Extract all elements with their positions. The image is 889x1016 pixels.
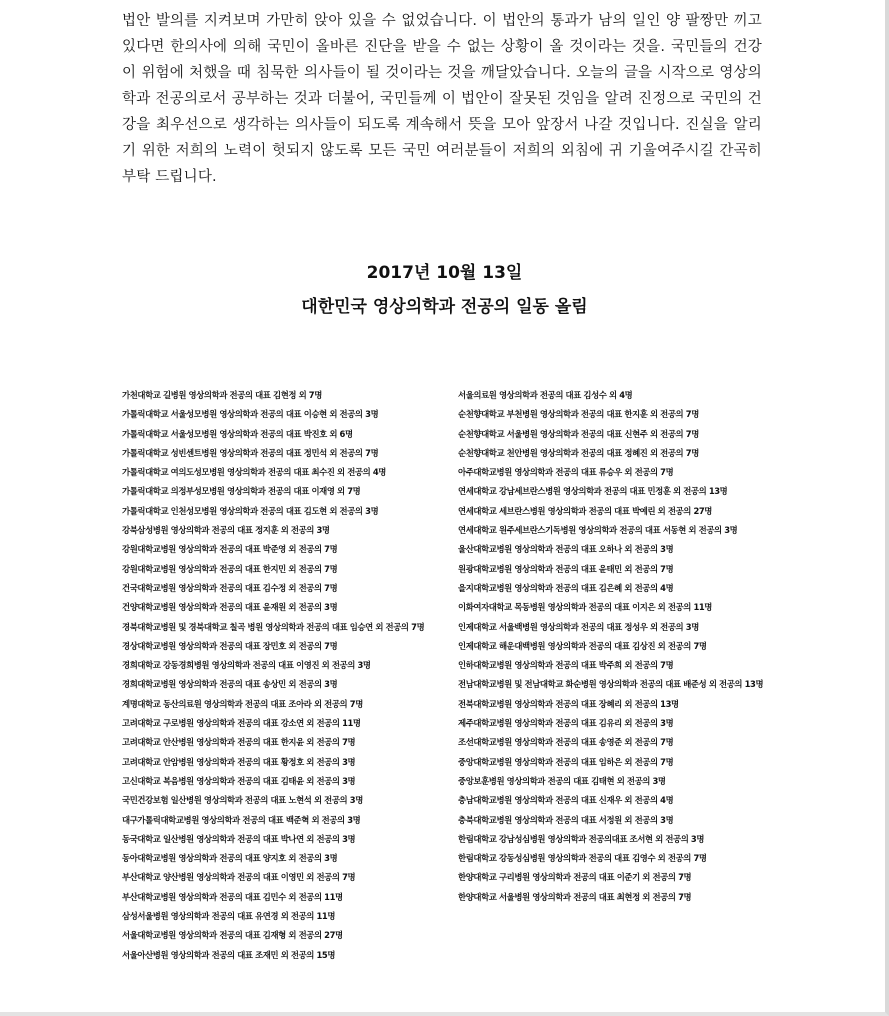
signatory-entry: 을지대학교병원 영상의학과 전공의 대표 김은혜 외 전공의 4명 [458,582,674,593]
signatory-entry: 고신대학교 복음병원 영상의학과 전공의 대표 김태윤 외 전공의 3명 [122,775,356,786]
signatory-entry: 가톨릭대학교 서울성모병원 영상의학과 전공의 대표 이승현 외 전공의 3명 [122,409,379,420]
signatory-entry: 강원대학교병원 영상의학과 전공의 대표 한지민 외 전공의 7명 [122,563,338,574]
signatory-entry: 연세대학교 원주세브란스기독병원 영상의학과 전공의 대표 서동현 외 전공의 3명 [458,525,738,536]
letter-signer: 대한민국 영상의학과 전공의 일동 올림 [301,297,588,317]
signatory-entry: 가톨릭대학교 성빈센트병원 영상의학과 전공의 대표 정민석 외 전공의 7명 [122,447,379,458]
signatory-entry: 가톨릭대학교 의정부성모병원 영상의학과 전공의 대표 이재영 외 7명 [122,486,361,497]
signatory-entry: 경희대학교 강동경희병원 영상의학과 전공의 대표 이영진 외 전공의 3명 [122,660,371,671]
signatory-entry: 서울의료원 영상의학과 전공의 대표 김성수 외 4명 [458,390,633,400]
signatory-entry: 전북대학교병원 영상의학과 전공의 대표 장혜리 외 전공의 13명 [458,698,679,709]
signatory-list-right [458,386,770,907]
signatory-entry: 순천향대학교 부천병원 영상의학과 전공의 대표 한지훈 외 전공의 7명 [458,409,699,420]
signatory-entry: 건국대학교병원 영상의학과 전공의 대표 김수정 외 전공의 7명 [122,582,338,593]
signatory-entry: 경희대학교병원 영상의학과 전공의 대표 송상민 외 전공의 3명 [122,679,338,690]
signatory-entry: 인제대학교 서울백병원 영상의학과 전공의 대표 정성우 외 전공의 3명 [458,621,699,632]
signatory-entry: 순천향대학교 천안병원 영상의학과 전공의 대표 정혜진 외 전공의 7명 [458,447,699,458]
letter-date: 2017년 10월 13일 [366,263,523,283]
signatory-entry: 서울아산병원 영상의학과 전공의 대표 조재민 외 전공의 15명 [122,949,336,960]
signatory-entry: 제주대학교병원 영상의학과 전공의 대표 김유리 외 전공의 3명 [458,718,674,729]
signatory-entry: 한양대학교 구리병원 영상의학과 전공의 대표 이준기 외 전공의 7명 [458,872,692,883]
signatory-entry: 강원대학교병원 영상의학과 전공의 대표 박준영 외 전공의 7명 [122,544,338,555]
intro-paragraph: 법안 발의를 지켜보며 가만히 앉아 있을 수 없었습니다. 이 법안의 통과가 남의 일인 양 팔짱만 끼고 있다면 한의사에 의해 국민이 올바른 진단을 받을 수 없는 상황이 올 것이라는 것을. 국민들의 건강이 위험에 처했을 때 침묵한 의사들이 될 것이라는 것을 깨달았습니다. 오늘의 글을 시작으로 영상의학과 전공의로서 공부하는 것과 더불어, 국민들께 이 법안이 잘못된 것임을 알려 진정으로 국민의 건강을 최우선으로 생각하는 의사들이 되도록 계속해서 뜻을 모아 앞장서 나갈 것입니다. 진실을 알리기 위한 저희의 노력이 헛되지 않도록 모든 국민 여러분들이 저희의 외침에 귀 기울여주시길 간곡히 부탁 드립니다. [122,13,762,185]
signatory-entry: 동아대학교병원 영상의학과 전공의 대표 양지호 외 전공의 3명 [122,853,338,864]
signatory-list-left [122,386,434,965]
signatory-entry: 원광대학교병원 영상의학과 전공의 대표 윤태민 외 전공의 7명 [458,563,674,574]
signatory-entry: 충남대학교병원 영상의학과 전공의 대표 신재우 외 전공의 4명 [458,795,674,806]
signatory-entry: 인제대학교 해운대백병원 영상의학과 전공의 대표 김상진 외 전공의 7명 [458,640,707,651]
signatory-entry: 전남대학교병원 및 전남대학교 화순병원 영상의학과 전공의 대표 배준성 외 전공의 13명 [458,679,764,690]
signatory-entry: 삼성서울병원 영상의학과 전공의 대표 유연경 외 전공의 11명 [122,911,336,922]
signatory-entry: 가톨릭대학교 여의도성모병원 영상의학과 전공의 대표 최수진 외 전공의 4명 [122,467,386,478]
signatory-entry: 연세대학교 강남세브란스병원 영상의학과 전공의 대표 민정훈 외 전공의 13명 [458,486,728,497]
signatory-entry: 이화여자대학교 목동병원 영상의학과 전공의 대표 이지은 외 전공의 11명 [458,602,712,613]
signatory-entry: 경북대학교병원 및 경북대학교 칠곡 병원 영상의학과 전공의 대표 임승연 외 전공의 7명 [122,621,425,632]
signatory-entry: 인하대학교병원 영상의학과 전공의 대표 박주희 외 전공의 7명 [458,660,674,671]
signatory-entry: 건양대학교병원 영상의학과 전공의 대표 윤재원 외 전공의 3명 [122,602,338,613]
signatory-entry: 강북삼성병원 영상의학과 전공의 대표 정지훈 외 전공의 3명 [122,525,330,536]
signatory-entry: 울산대학교병원 영상의학과 전공의 대표 오하나 외 전공의 3명 [458,544,674,555]
signatory-entry: 고려대학교 구로병원 영상의학과 전공의 대표 강소연 외 전공의 11명 [122,718,361,729]
signatory-entry: 부산대학교병원 영상의학과 전공의 대표 김민수 외 전공의 11명 [122,891,343,902]
signatory-entry: 고려대학교 안암병원 영상의학과 전공의 대표 황정호 외 전공의 3명 [122,756,356,767]
signatory-entry: 국민건강보험 일산병원 영상의학과 전공의 대표 노현석 외 전공의 3명 [122,795,363,806]
signatory-entry: 동국대학교 일산병원 영상의학과 전공의 대표 박나연 외 전공의 3명 [122,833,356,844]
signatory-entry: 중앙대학교병원 영상의학과 전공의 대표 임하은 외 전공의 7명 [458,756,674,767]
signatory-entry: 아주대학교병원 영상의학과 전공의 대표 류승우 외 전공의 7명 [458,467,674,478]
signatory-entry: 순천향대학교 서울병원 영상의학과 전공의 대표 신현주 외 전공의 7명 [458,428,699,439]
signatory-entry: 가톨릭대학교 서울성모병원 영상의학과 전공의 대표 박진호 외 6명 [122,428,353,439]
signatory-entry: 경상대학교병원 영상의학과 전공의 대표 장민호 외 전공의 7명 [122,640,338,651]
signatory-entry: 부산대학교 양산병원 영상의학과 전공의 대표 이영민 외 전공의 7명 [122,872,356,883]
signatory-entry: 중앙보훈병원 영상의학과 전공의 대표 김태현 외 전공의 3명 [458,775,666,786]
signatory-entry: 계명대학교 동산의료원 영상의학과 전공의 대표 조아라 외 전공의 7명 [122,698,363,709]
signatory-entry: 조선대학교병원 영상의학과 전공의 대표 송영준 외 전공의 7명 [458,737,674,748]
signatory-entry: 고려대학교 안산병원 영상의학과 전공의 대표 한지윤 외 전공의 7명 [122,737,356,748]
signatory-entry: 한림대학교 강동성심병원 영상의학과 전공의 대표 김영수 외 전공의 7명 [458,853,707,864]
signatory-entry: 가톨릭대학교 인천성모병원 영상의학과 전공의 대표 김도현 외 전공의 3명 [122,505,379,516]
signatory-entry: 연세대학교 세브란스병원 영상의학과 전공의 대표 박예린 외 전공의 27명 [458,505,712,516]
signatory-entry: 대구가톨릭대학교병원 영상의학과 전공의 대표 백준혁 외 전공의 3명 [122,814,361,825]
signatory-entry: 충북대학교병원 영상의학과 전공의 대표 서정원 외 전공의 3명 [458,814,674,825]
signatory-entry: 한림대학교 강남성심병원 영상의학과 전공의대표 조서현 외 전공의 3명 [458,833,705,844]
signatory-entry: 서울대학교병원 영상의학과 전공의 대표 김재형 외 전공의 27명 [122,930,343,941]
signatory-entry: 한양대학교 서울병원 영상의학과 전공의 대표 최현정 외 전공의 7명 [458,891,692,902]
signatory-entry: 가천대학교 길병원 영상의학과 전공의 대표 김현정 외 7명 [122,390,322,400]
